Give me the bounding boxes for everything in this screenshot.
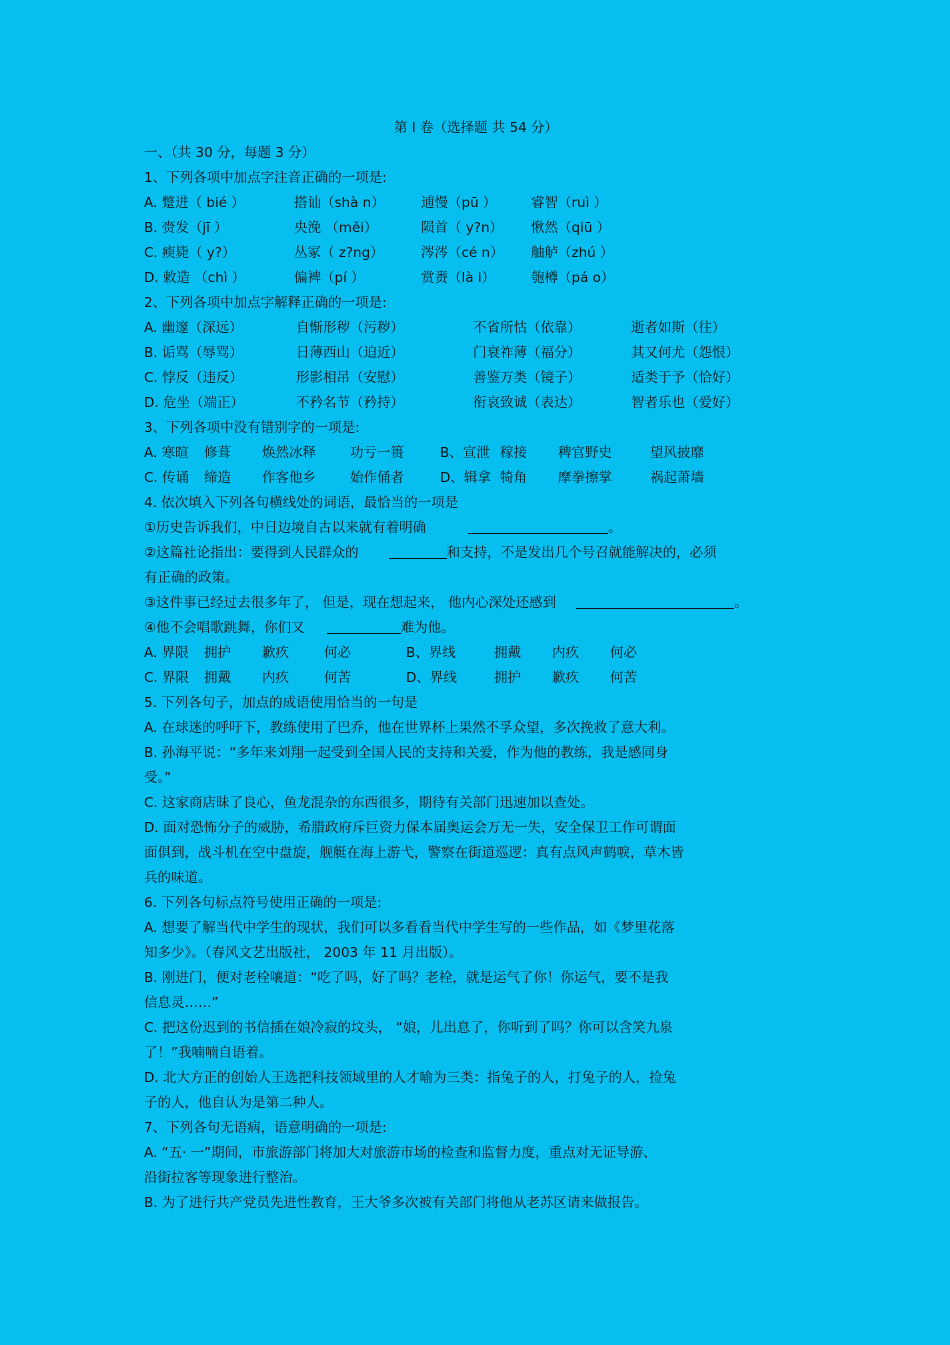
option-item: 始作俑者 bbox=[350, 470, 404, 486]
question-2-stem: 2、下列各项中加点字解释正确的一项是: bbox=[144, 295, 387, 311]
option-item: 焕然冰释 bbox=[262, 445, 316, 461]
option-item: 适类于予（恰好） bbox=[631, 370, 739, 386]
option-item: 犄角 bbox=[500, 470, 527, 486]
option-item: 摩拳擦掌 bbox=[558, 470, 612, 486]
option-line: B. 孙海平说：“多年来刘翔一起受到全国人民的支持和关爱，作为他的教练，我是感同身 bbox=[144, 745, 669, 761]
option-line: B. 刚进门，便对老栓嚷道：“吃了吗，好了吗？老栓，就是运气了你！你运气，要不是我 bbox=[144, 970, 669, 986]
option-item: A. 寒暄 bbox=[144, 445, 189, 461]
option-item: 日薄西山（迫近） bbox=[296, 345, 404, 361]
question-7-options bbox=[144, 1141, 824, 1216]
option-item: 善鉴万类（镜子） bbox=[473, 370, 581, 386]
option-row bbox=[144, 266, 824, 291]
option-item: 丛冢（ z?ng） bbox=[294, 245, 384, 261]
option-line: 兵的味道。 bbox=[144, 870, 212, 886]
option-item: 稼接 bbox=[500, 445, 527, 461]
option-row bbox=[144, 341, 824, 366]
option-item: C. 瘐毙（ y?） bbox=[144, 245, 236, 261]
option-item: 愀然（qiū ） bbox=[531, 220, 611, 236]
option-item: 自惭形秽（污秽） bbox=[296, 320, 404, 336]
option-row bbox=[144, 366, 824, 391]
question-4-options bbox=[144, 641, 824, 691]
option-row bbox=[144, 666, 824, 691]
option-item: 睿智（ruì ） bbox=[531, 195, 608, 211]
option-item: B. 赍发（jī ） bbox=[144, 220, 228, 236]
option-item: A. 界限 bbox=[144, 645, 189, 661]
option-item: 拥戴 bbox=[494, 645, 521, 661]
option-item: 修葺 bbox=[204, 445, 231, 461]
fill-blank[interactable] bbox=[327, 618, 401, 634]
question-4-sentence-3: ③这件事已经过去很多年了， 但是，现在想起来， 他内心深处还感到 。 bbox=[144, 595, 748, 611]
option-item: 内疚 bbox=[262, 670, 289, 686]
option-item: 望风披靡 bbox=[650, 445, 704, 461]
question-1-stem: 1、下列各项中加点字注音正确的一项是: bbox=[144, 170, 387, 186]
option-item: 祸起萧墙 bbox=[650, 470, 704, 486]
option-row bbox=[144, 641, 824, 666]
option-item: B、界线 bbox=[406, 645, 456, 661]
option-item: 搭讪（shà n） bbox=[294, 195, 385, 211]
option-item: C. 传诵 bbox=[144, 470, 190, 486]
option-row bbox=[144, 391, 824, 416]
option-item: 何必 bbox=[610, 645, 637, 661]
question-2-options bbox=[144, 316, 824, 416]
exam-content bbox=[144, 116, 824, 1216]
option-line: B. 为了进行共产党员先进性教育，王大爷多次被有关部门将他从老苏区请来做报告。 bbox=[144, 1195, 648, 1211]
option-item: 功亏一篑 bbox=[350, 445, 404, 461]
option-item: D、界线 bbox=[406, 670, 457, 686]
option-line: A. 想要了解当代中学生的现状，我们可以多看看当代中学生写的一些作品，如《梦里花落 bbox=[144, 920, 675, 936]
option-line: C. 把这份迟到的书信插在娘冷寂的坟头， “娘，儿出息了，你听到了吗？你可以含笑九泉 bbox=[144, 1020, 673, 1036]
option-row bbox=[144, 191, 824, 216]
option-item: 何苦 bbox=[610, 670, 637, 686]
question-3-options bbox=[144, 441, 824, 491]
option-item: 匏樽（pá o） bbox=[531, 270, 615, 286]
option-line: D. 北大方正的创始人王选把科技领域里的人才喻为三类：指兔子的人，打兔子的人，捡兔 bbox=[144, 1070, 676, 1086]
section-heading: 一、（共 30 分，每题 3 分） bbox=[144, 145, 316, 161]
fill-blank[interactable] bbox=[576, 593, 734, 609]
option-line: 知多少》。（春风文艺出版社， 2003 年 11 月出版）。 bbox=[144, 945, 463, 961]
option-line: 了！”我喃喃自语着。 bbox=[144, 1045, 273, 1061]
option-item: 作客他乡 bbox=[262, 470, 316, 486]
option-item: D. 敕造 （chì ） bbox=[144, 270, 246, 286]
option-item: 不矜名节（矜持） bbox=[296, 395, 404, 411]
question-4-sentence-1: ①历史告诉我们，中日边境自古以来就有着明确 。 bbox=[144, 520, 622, 536]
option-row bbox=[144, 241, 824, 266]
option-item: 何必 bbox=[324, 645, 351, 661]
option-item: 逝者如斯（往） bbox=[631, 320, 726, 336]
option-item: 陨首（ y?n） bbox=[421, 220, 504, 236]
option-item: 歉疚 bbox=[262, 645, 289, 661]
option-item: 拥戴 bbox=[204, 670, 231, 686]
option-line: 信息灵……” bbox=[144, 995, 219, 1011]
question-6-stem: 6. 下列各句标点符号使用正确的一项是: bbox=[144, 895, 382, 911]
option-item: 何苦 bbox=[324, 670, 351, 686]
option-line: A. 在球迷的呼吁下，教练使用了巴乔，他在世界杯上果然不孚众望，多次挽救了意大利。 bbox=[144, 720, 675, 736]
option-item: 赏赉（là i） bbox=[421, 270, 496, 286]
option-line: A. “五· 一”期间，市旅游部门将加大对旅游市场的检查和监督力度，重点对无证导游、 bbox=[144, 1145, 657, 1161]
option-item: 形影相吊（安慰） bbox=[296, 370, 404, 386]
option-item: 逋慢（pū ） bbox=[421, 195, 497, 211]
option-line: D. 面对恐怖分子的威胁，希腊政府斥巨资力保本届奥运会万无一失，安全保卫工作可谓面 bbox=[144, 820, 676, 836]
option-item: C. 悖反（违反） bbox=[144, 370, 244, 386]
question-5-options bbox=[144, 716, 824, 891]
option-item: 不省所怙（依靠） bbox=[473, 320, 581, 336]
option-item: C. 界限 bbox=[144, 670, 190, 686]
question-4-sentence-2: ②这篇社论指出：要得到人民群众的 和支持，不是发出几个号召就能解决的，必须 bbox=[144, 545, 717, 561]
question-4-stem: 4. 依次填入下列各句横线处的词语，最恰当的一项是 bbox=[144, 495, 459, 511]
option-item: 智者乐也（爱好） bbox=[631, 395, 739, 411]
question-3-stem: 3、下列各项中没有错别字的一项是: bbox=[144, 420, 360, 436]
option-item: B. 诟骂（辱骂） bbox=[144, 345, 243, 361]
option-line: 子的人，他自认为是第二种人。 bbox=[144, 1095, 333, 1111]
option-item: 衔哀致诚（表达） bbox=[473, 395, 581, 411]
question-7-stem: 7、下列各句无语病，语意明确的一项是: bbox=[144, 1120, 387, 1136]
option-item: 央浼 （měi） bbox=[294, 220, 378, 236]
option-row bbox=[144, 441, 824, 466]
option-item: 歉疚 bbox=[552, 670, 579, 686]
option-item: 舳舻（zhú ） bbox=[531, 245, 614, 261]
option-item: B、宣泄 bbox=[440, 445, 490, 461]
option-row bbox=[144, 216, 824, 241]
option-line: 沿街拉客等现象进行整治。 bbox=[144, 1170, 306, 1186]
option-item: D. 危坐（端正） bbox=[144, 395, 244, 411]
question-5-stem: 5. 下列各句子，加点的成语使用恰当的一句是 bbox=[144, 695, 418, 711]
fill-blank[interactable] bbox=[468, 518, 608, 534]
question-4-sentence-4: ④他不会唱歌跳舞，你们又 难为他。 bbox=[144, 620, 455, 636]
option-item: A. 蹩进（ bié ） bbox=[144, 195, 245, 211]
paper-title: 第 I 卷（选择题 共 54 分） bbox=[393, 120, 559, 136]
option-row bbox=[144, 316, 824, 341]
option-item: 稗官野史 bbox=[558, 445, 612, 461]
option-item: D、辑拿 bbox=[440, 470, 491, 486]
option-line: 面俱到，战斗机在空中盘旋，舰艇在海上游弋，警察在街道巡逻：真有点风声鹤唳，草木皆 bbox=[144, 845, 684, 861]
option-item: 拥护 bbox=[204, 645, 231, 661]
option-line: 受。” bbox=[144, 770, 172, 786]
option-row bbox=[144, 466, 824, 491]
question-6-options bbox=[144, 916, 824, 1116]
option-line: C. 这家商店昧了良心，鱼龙混杂的东西很多，期待有关部门迅速加以查处。 bbox=[144, 795, 595, 811]
fill-blank[interactable] bbox=[389, 543, 447, 559]
option-item: 涔涔（cé n） bbox=[421, 245, 504, 261]
option-item: 拥护 bbox=[494, 670, 521, 686]
option-item: 门衰祚薄（福分） bbox=[473, 345, 581, 361]
option-item: 缔造 bbox=[204, 470, 231, 486]
option-item: 偏裨（pí ） bbox=[294, 270, 365, 286]
option-item: A. 幽邃（深远） bbox=[144, 320, 243, 336]
question-4-sentence-2-cont: 有正确的政策。 bbox=[144, 570, 239, 586]
question-1-options bbox=[144, 191, 824, 291]
option-item: 其又何尤（怨恨） bbox=[631, 345, 739, 361]
option-item: 内疚 bbox=[552, 645, 579, 661]
